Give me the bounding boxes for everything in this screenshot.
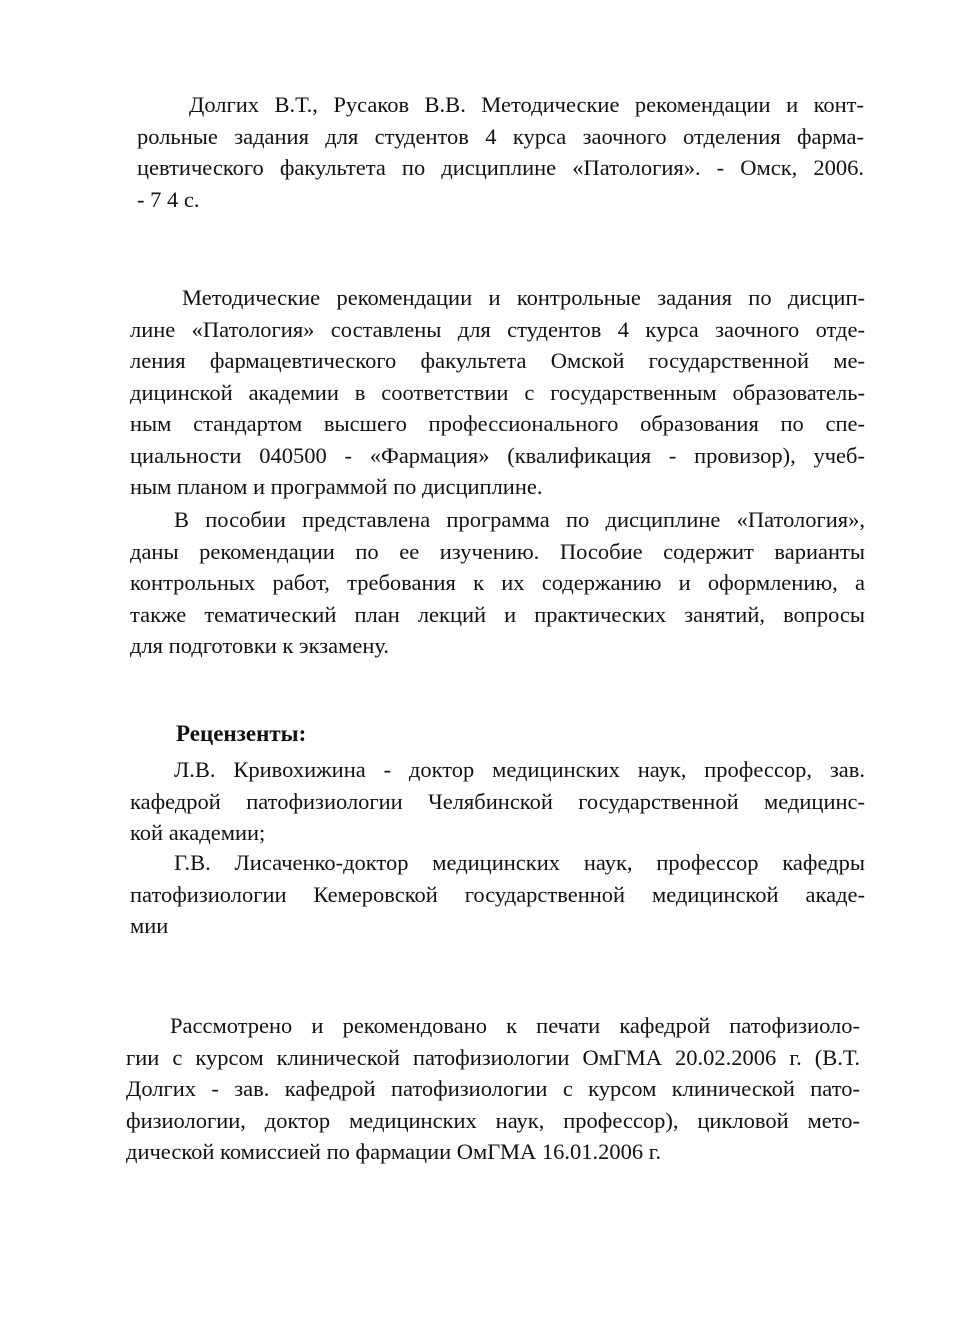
text-line: лине «Патология» составлены для студентов 4 курса заочного отде- bbox=[130, 316, 865, 342]
text-line: для подготовки к экзамену. bbox=[130, 633, 389, 658]
reviewer-1 bbox=[130, 754, 865, 849]
text-line: физиологии, доктор медицинских наук, профессор), цикловой мето- bbox=[126, 1107, 860, 1133]
text-line: также тематический план лекций и практических занятий, вопросы bbox=[130, 601, 865, 627]
text-line: мии bbox=[130, 913, 169, 938]
text-line: контрольных работ, требования к их содержанию и оформлению, а bbox=[130, 570, 865, 595]
reviewer-2 bbox=[130, 847, 865, 942]
text-line: Методические рекомендации и контрольные задания по дисцип- bbox=[182, 285, 865, 310]
text-line: Долгих В.Т., Русаков В.В. Методические рекомендации и конт- bbox=[189, 92, 864, 117]
annotation-paragraph-2 bbox=[130, 504, 865, 662]
reviewers-heading: Рецензенты: bbox=[176, 721, 307, 746]
text-line: ления фармацевтического факультета Омской государственной ме- bbox=[130, 348, 865, 373]
text-line: рольные задания для студентов 4 курса заочного отделения фарма- bbox=[137, 123, 864, 149]
text-line: кой академии; bbox=[130, 820, 266, 845]
annotation-paragraph-1 bbox=[130, 282, 865, 503]
text-line: дицинской академии в соответствии с государственным образователь- bbox=[130, 379, 865, 405]
text-line: цевтического факультета по дисциплине «Патология». - Омск, 2006. bbox=[137, 155, 864, 180]
text-line: Рассмотрено и рекомендовано к печати кафедрой патофизиоло- bbox=[170, 1013, 860, 1038]
text-line: даны рекомендации по ее изучению. Пособие содержит варианты bbox=[130, 538, 865, 564]
text-line: кафедрой патофизиологии Челябинской государственной медицинс- bbox=[130, 788, 865, 814]
text-line: ным планом и программой по дисциплине. bbox=[130, 474, 543, 499]
text-line: - 7 4 с. bbox=[137, 186, 200, 212]
text-line: гии с курсом клинической патофизиологии ОмГМА 20.02.2006 г. (В.Т. bbox=[126, 1044, 860, 1070]
text-line: патофизиологии Кемеровской государственной медицинской акаде- bbox=[130, 881, 865, 907]
approval-note bbox=[126, 1010, 860, 1168]
text-line: Долгих - зав. кафедрой патофизиологии с курсом клинической пато- bbox=[126, 1076, 860, 1101]
text-line: Л.В. Кривохижина - доктор медицинских наук, профессор, зав. bbox=[174, 757, 865, 782]
text-line: дической комиссией по фармации ОмГМА 16.01.2006 г. bbox=[126, 1139, 662, 1164]
text-line: В пособии представлена программа по дисциплине «Патология», bbox=[174, 507, 865, 532]
text-line: Г.В. Лисаченко-доктор медицинских наук, профессор кафедры bbox=[174, 850, 865, 875]
text-line: циальности 040500 - «Фармация» (квалификация - провизор), учеб- bbox=[130, 442, 865, 468]
bibliographic-description bbox=[137, 89, 864, 215]
text-line: ным стандартом высшего профессионального образования по спе- bbox=[130, 411, 865, 436]
